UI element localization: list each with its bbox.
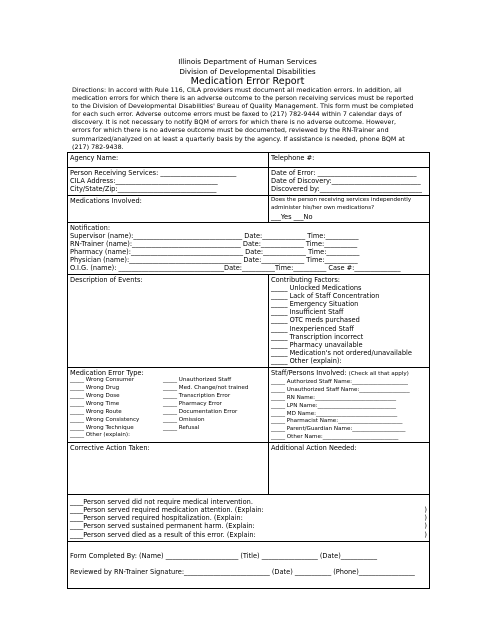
description-of-events-field[interactable]: Description of Events: (68, 275, 269, 368)
error-type-checkbox[interactable]: _____ Transcription Error (163, 392, 231, 399)
person-receiving-block[interactable] (68, 168, 269, 196)
physician-notification-line[interactable]: Physician (name):__________________________________ Date:_____________ Time:__________ (70, 256, 358, 265)
notification-label: Notification: (70, 224, 111, 232)
error-type-block (68, 368, 269, 443)
factor-checkbox[interactable]: _____ Inexperienced Staff (271, 324, 354, 333)
agency-name-field[interactable]: Agency Name: (68, 153, 269, 168)
error-type-checkbox[interactable]: _____ Omission (163, 416, 205, 423)
signature-block (68, 542, 430, 589)
factor-checkbox[interactable]: _____ Unlocked Medications (271, 284, 362, 293)
error-type-checkbox[interactable]: _____ Wrong Technique (70, 424, 134, 431)
pharmacy-notification-line[interactable]: Pharmacy (name):__________________________________ Date:_____________ Time:__________ (70, 248, 360, 257)
additional-action-field[interactable]: Additional Action Needed: (269, 443, 430, 495)
self-administer-question[interactable]: Does the person receiving services independently administer his/her own medications? ___Yes ___No (269, 196, 430, 223)
directions-line: medication errors for which there is an adverse outcome to the person receiving services must be reported (72, 95, 414, 103)
error-type-checkbox[interactable]: _____ Pharmacy Error (163, 400, 222, 407)
error-type-checkbox[interactable]: _____ Wrong Consistency (70, 416, 140, 423)
error-type-checkbox[interactable]: _____ Wrong Time (70, 400, 120, 407)
staff-checkbox[interactable]: _____ Parent/Guardian Name:___________________ (271, 426, 406, 433)
factor-checkbox[interactable]: _____ OTC meds purchased (271, 316, 360, 325)
error-type-checkbox[interactable]: _____ Documentation Error (163, 408, 238, 415)
staff-checkbox[interactable]: _____ Unauthorized Staff Name:__________________ (271, 386, 410, 393)
factor-checkbox[interactable]: _____ Medication's not ordered/unavailable (271, 348, 412, 357)
directions-line: to the Division of Developmental Disabilities' Bureau of Quality Management. This form must be completed (72, 103, 414, 111)
staff-checkbox[interactable]: _____ Other Name:___________________________ (271, 434, 399, 441)
contributing-factors-block[interactable] (269, 275, 430, 368)
person-receiving-field[interactable]: Person Receiving Services: _______________________ (70, 169, 237, 177)
staff-checkbox[interactable]: _____ Pharmacist Name:_______________________ (271, 418, 403, 425)
factor-checkbox[interactable]: _____ Other (explain): (271, 356, 342, 365)
outcome-option[interactable]: ____Person served required medication attention. (Explain: ) (70, 506, 427, 515)
department-name: Illinois Department of Human Services (178, 57, 317, 66)
factor-checkbox[interactable]: _____ Lack of Staff Concentration (271, 292, 380, 301)
error-type-checkbox[interactable]: _____ Wrong Consumer (70, 377, 135, 384)
contributing-factors-title: Contributing Factors: (271, 276, 341, 284)
date-of-error-field[interactable]: Date of Error: ______________________________ (271, 169, 417, 177)
form-header (0, 57, 495, 88)
cila-address-field[interactable]: CILA Address:_______________________________ (70, 177, 218, 186)
error-type-checkbox[interactable]: _____ Wrong Drug (70, 385, 120, 391)
staff-checkbox[interactable]: _____ Authorized Staff Name:____________________ (271, 378, 408, 385)
rn-trainer-notification-line[interactable]: RN-Trainer (name):_________________________________ Date:_____________ Time:__________ (70, 240, 358, 249)
discovered-by-field[interactable]: Discovered by:_______________________________ (271, 185, 422, 194)
directions-line: errors for which there is no adverse outcome must be documented, reviewed by the RN-Trainer and (72, 127, 389, 135)
directions-line: discovery. It is not necessary to notify BQM of errors for which there is no adverse outcome. However, (72, 119, 397, 127)
error-type-checkbox[interactable]: _____ Unauthorized Staff (163, 377, 232, 384)
staff-involved-block (269, 368, 430, 443)
telephone-field[interactable]: Telephone #: (269, 153, 430, 168)
oig-notification-line[interactable]: O.I.G. (name): ________________________________Date:__________Time:__________ Case #:______________ (70, 264, 401, 273)
notification-block[interactable] (68, 223, 430, 275)
staff-checkbox[interactable]: _____ RN Name:_____________________________ (271, 394, 397, 401)
outcome-option[interactable]: ____Person served died as a result of this error. (Explain: ) (70, 530, 427, 539)
date-of-discovery-field[interactable]: Date of Discovery:___________________________ (271, 177, 421, 186)
error-type-checkbox[interactable]: _____ Med. Change/not trained (163, 385, 249, 391)
outcome-option[interactable]: ____Person served required hospitalization. (Explain: ) (70, 514, 427, 523)
factor-checkbox[interactable]: _____ Pharmacy unavailable (271, 340, 363, 349)
directions-text (72, 87, 427, 152)
directions-line: summarized/analyzed on at least a quarterly basis by the agency. If assistance is needed, phone BQM at (72, 135, 405, 143)
form-completed-by-line[interactable]: Form Completed By: (Name) ______________________ (Title) _________________ (Date)___________ (70, 552, 378, 561)
error-type-checkbox[interactable]: _____ Wrong Route (70, 408, 122, 415)
error-type-title: Medication Error Type: (70, 369, 144, 377)
staff-involved-note: (Check all that apply) (348, 371, 409, 377)
staff-checkbox[interactable]: _____ MD Name:_____________________________ (271, 410, 398, 417)
outcome-option[interactable]: ____Person served sustained permanent harm. (Explain: ) (70, 522, 427, 531)
supervisor-notification-line[interactable]: Supervisor (name):_________________________________ Date:_____________ Time:__________ (70, 232, 359, 241)
staff-checkbox[interactable]: _____ LPN Name:____________________________ (271, 402, 396, 409)
form-title: Medication Error Report (190, 76, 305, 88)
outcome-option[interactable]: ____Person served did not require medical intervention. (70, 498, 253, 507)
yes-no-choice[interactable]: ___Yes ___No (271, 212, 313, 221)
medications-involved-field[interactable]: Medications Involved: (68, 196, 269, 223)
error-type-checkbox[interactable]: _____ Wrong Dose (70, 392, 120, 399)
rn-trainer-signature-line[interactable]: Reviewed by RN-Trainer Signature:__________________________ (Date) ___________ (Phone)_________________ (70, 568, 415, 577)
error-type-checkbox[interactable]: _____ Refusal (163, 424, 200, 431)
error-type-checkbox[interactable]: _____ Other (explain): (70, 432, 130, 439)
factor-checkbox[interactable]: _____ Transcription incorrect (271, 332, 364, 341)
division-name: Division of Developmental Disabilities (179, 66, 316, 76)
directions-line: (217) 782-9438. (72, 143, 124, 151)
directions-line: for each such error. Adverse outcome errors must be faxed to (217) 782-9444 within 7 calendar days of (72, 111, 402, 119)
outcome-block (68, 495, 430, 542)
report-form-table (67, 152, 430, 589)
directions-line: Directions: In accord with Rule 116, CILA providers must document all medication errors. In addition, all (72, 87, 402, 94)
corrective-action-field[interactable]: Corrective Action Taken: (68, 443, 269, 495)
staff-involved-title: Staff/Persons Involved: (271, 369, 347, 377)
error-dates-block[interactable] (269, 168, 430, 196)
city-state-zip-field[interactable]: City/State/Zip:______________________________ (70, 185, 217, 194)
factor-checkbox[interactable]: _____ Insufficient Staff (271, 308, 344, 317)
factor-checkbox[interactable]: _____ Emergency Situation (271, 300, 359, 309)
